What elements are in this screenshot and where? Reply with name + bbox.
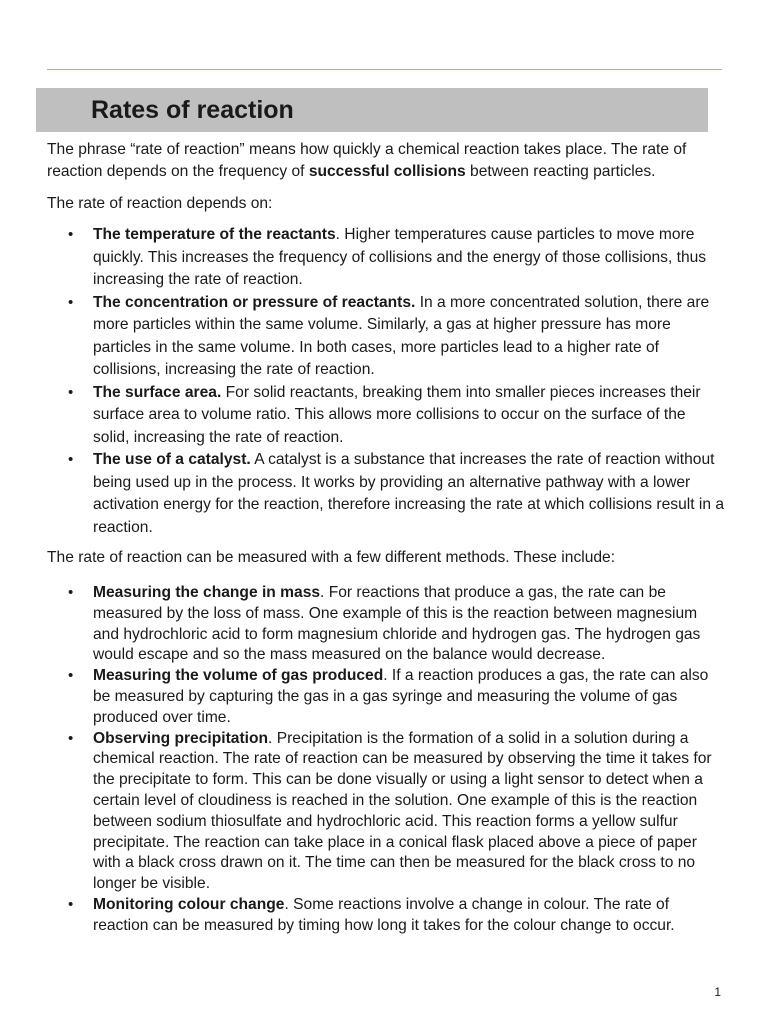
factor-text: In a more concentrated solution, there are more particles within the same volume. Similarly, a gas at higher pressure has more particles in the same volume. In both cases, more particles lead to a higher rate of collisions, increasing the rate of reaction. <box>93 293 710 378</box>
factor-text: . Higher temperatures cause particles to move more quickly. This increases the frequency of collisions and the energy of those collisions, thus increasing the rate of reaction. <box>93 226 707 288</box>
factor-text: A catalyst is a substance that increases the rate of reaction without being used up in the process. It works by providing an alternative pathway with a lower activation energy for the reaction, therefore increasing the rate at which collisions result in a reaction. <box>93 451 725 536</box>
factor-bold: The temperature of the reactants <box>93 226 336 243</box>
intro-text-after: between reacting particles. <box>465 163 656 180</box>
factor-item-surface-area <box>47 382 725 450</box>
factors-list <box>47 224 725 539</box>
factor-bold: The concentration or pressure of reactants. <box>93 293 416 311</box>
bullet-icon: • <box>68 667 74 685</box>
bullet-icon: • <box>68 451 74 468</box>
title-band <box>36 88 708 132</box>
method-bold: Monitoring colour change <box>93 895 285 913</box>
method-item-gas-volume <box>47 666 725 728</box>
bullet-icon: • <box>68 226 74 243</box>
factor-bold: The use of a catalyst. <box>93 451 251 468</box>
intro-paragraph <box>47 139 725 183</box>
methods-list <box>47 583 725 937</box>
method-bold: Observing precipitation <box>93 729 269 747</box>
method-item-colour-change <box>47 895 725 937</box>
factor-item-concentration <box>47 292 725 382</box>
method-text: . For reactions that produce a gas, the rate can be measured by the loss of mass. One example of this is the reaction between magnesium and hydrochloric acid to form magnesium chloride and hydrogen gas. The hydrogen gas would escape and so the mass measured on the balance would decrease. <box>93 584 701 664</box>
factor-item-temperature <box>47 224 725 292</box>
method-bold: Measuring the change in mass <box>93 584 321 601</box>
page-number: 1 <box>714 985 721 999</box>
bullet-icon: • <box>68 895 74 913</box>
method-item-mass <box>47 583 725 666</box>
method-bold: Measuring the volume of gas produced <box>93 667 384 685</box>
header-rule <box>47 69 722 70</box>
methods-intro-paragraph: The rate of reaction can be measured with a few different methods. These include: <box>47 549 616 566</box>
intro-text-before: The phrase “rate of reaction” means how quickly a chemical reaction takes place. The rate of reaction depends on the frequency of <box>47 141 687 180</box>
bullet-icon: • <box>68 293 74 311</box>
method-item-precipitation <box>47 729 725 895</box>
factor-item-catalyst <box>47 449 725 539</box>
page-title: Rates of reaction <box>91 96 294 124</box>
bullet-icon: • <box>68 383 74 401</box>
depends-on-heading: The rate of reaction depends on: <box>47 195 273 212</box>
method-text: . Precipitation is the formation of a solid in a solution during a chemical reaction. The rate of reaction can be measured by observing the time it takes for the precipitate to form. This can be done visually or using a light sensor to detect when a certain level of cloudiness is reached in the solution. One example of this is the reaction between sodium thiosulfate and hydrochloric acid. This reaction forms a yellow sulfur precipitate. The reaction can take place in a conical flask placed above a piece of paper with a black cross drawn on it. The time can then be measured for the black cross to no longer be visible. <box>93 729 712 893</box>
method-text: . If a reaction produces a gas, the rate can also be measured by capturing the gas in a gas syringe and measuring the volume of gas produced over time. <box>93 667 709 726</box>
document-body <box>47 139 725 937</box>
bullet-icon: • <box>68 729 74 747</box>
factor-bold: The surface area. <box>93 383 222 401</box>
bullet-icon: • <box>68 584 74 601</box>
method-text: . Some reactions involve a change in colour. The rate of reaction can be measured by timing how long it takes for the colour change to occur. <box>93 895 675 934</box>
factor-text: For solid reactants, breaking them into smaller pieces increases their surface area to volume ratio. This allows more collisions to occur on the surface of the solid, increasing the rate of reaction. <box>93 383 701 446</box>
intro-bold-term: successful collisions <box>308 163 466 180</box>
